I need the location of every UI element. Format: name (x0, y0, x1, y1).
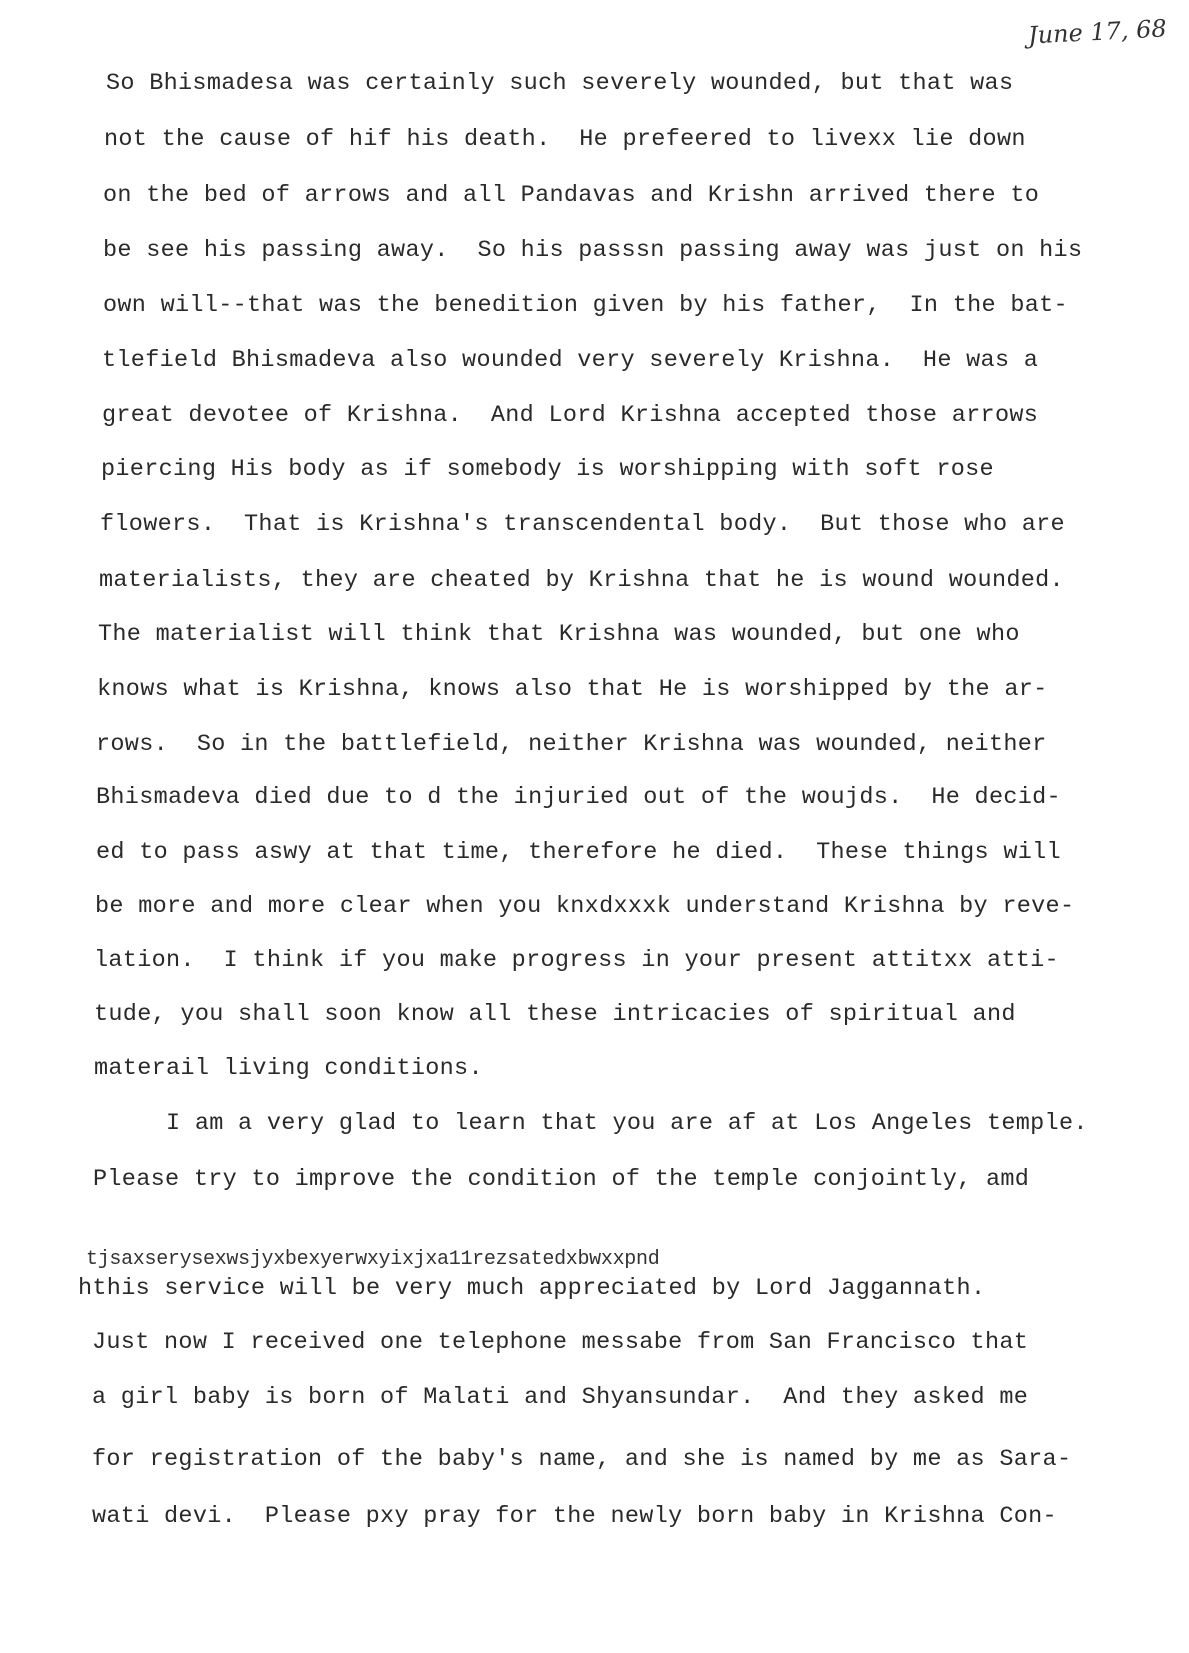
text-line: Just now I received one telephone messabe from San Francisco that (92, 1329, 1029, 1356)
text-line: great devotee of Krishna. And Lord Krishna accepted those arrows (102, 402, 1039, 429)
struck-through-line: tjsaxserysexwsjyxbexyerwxyixjxa11rezsatedxbwxxpnd (86, 1248, 660, 1271)
text-line: rows. So in the battlefield, neither Krishna was wounded, neither (96, 731, 1047, 758)
text-line: So Bhismadesa was certainly such severely wounded, but that was (106, 70, 1014, 97)
text-line: on the bed of arrows and all Pandavas and Krishn arrived there to (103, 182, 1040, 209)
text-line: materail living conditions. (94, 1055, 483, 1082)
text-line: knows what is Krishna, knows also that He is worshipped by the ar- (97, 676, 1048, 703)
text-line: hthis service will be very much appreciated by Lord Jaggannath. (78, 1275, 986, 1302)
text-line: Please try to improve the condition of the temple conjointly, amd (93, 1166, 1030, 1193)
text-line: wati devi. Please pxy pray for the newly born baby in Krishna Con- (92, 1503, 1057, 1530)
text-line: I am a very glad to learn that you are af at Los Angeles temple. (94, 1110, 1088, 1137)
text-line: materialists, they are cheated by Krishna that he is wound wounded. (99, 567, 1064, 594)
text-line: be more and more clear when you knxdxxxk understand Krishna by reve- (95, 893, 1075, 920)
text-line: flowers. That is Krishna's transcendental body. But those who are (100, 511, 1065, 538)
text-line: own will--that was the benedition given by his father, In the bat- (103, 292, 1068, 319)
text-line: tlefield Bhismadeva also wounded very severely Krishna. He was a (102, 347, 1039, 374)
text-line: ed to pass aswy at that time, therefore he died. These things will (96, 839, 1061, 866)
text-line: a girl baby is born of Malati and Shyansundar. And they asked me (92, 1384, 1029, 1411)
text-line: not the cause of hif his death. He prefeered to livexx lie down (104, 126, 1026, 153)
text-line: Bhismadeva died due to d the injuried out of the woujds. He decid- (96, 784, 1061, 811)
text-line: piercing His body as if somebody is worshipping with soft rose (101, 456, 994, 483)
text-line: The materialist will think that Krishna was wounded, but one who (98, 621, 1020, 648)
text-line: be see his passing away. So his passsn passing away was just on his (103, 237, 1083, 264)
text-line: lation. I think if you make progress in your present attitxx atti- (94, 947, 1059, 974)
handwritten-date: June 17, 68 (1027, 14, 1168, 50)
text-line: for registration of the baby's name, and she is named by me as Sara- (92, 1446, 1072, 1473)
text-line: tude, you shall soon know all these intricacies of spiritual and (94, 1001, 1016, 1028)
